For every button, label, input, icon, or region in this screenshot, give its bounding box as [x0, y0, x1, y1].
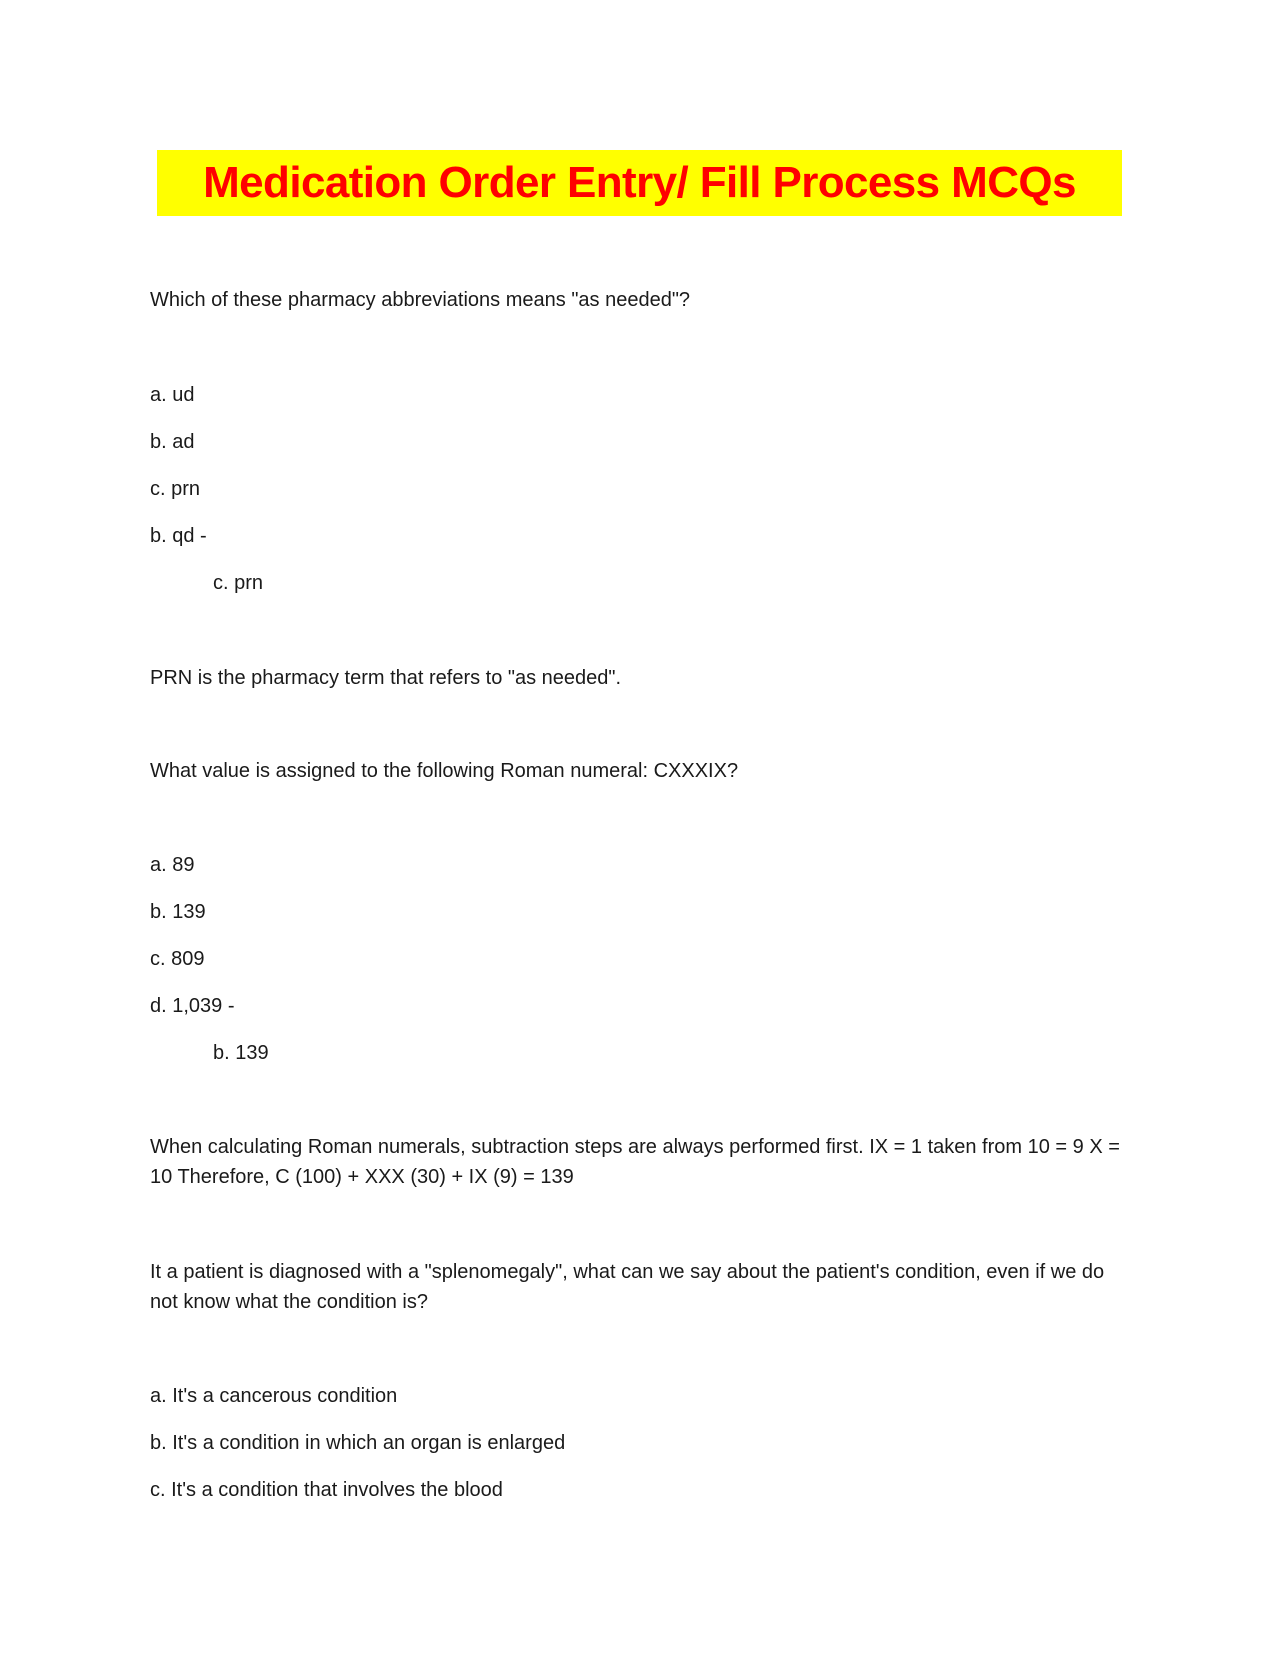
question-2-option-d: d. 1,039 - — [150, 995, 235, 1017]
question-2-option-b: b. 139 — [150, 901, 206, 923]
question-3-option-a: a. It's a cancerous condition — [150, 1385, 398, 1407]
question-1-explanation: PRN is the pharmacy term that refers to "as needed". — [150, 667, 622, 689]
question-2-option-c: c. 809 — [150, 948, 205, 970]
question-1-option-a: a. ud — [150, 384, 195, 406]
question-2-answer: b. 139 — [213, 1042, 269, 1064]
question-1-text: Which of these pharmacy abbreviations means "as needed"? — [150, 289, 691, 311]
question-2-option-a: a. 89 — [150, 854, 195, 876]
question-3-text: It a patient is diagnosed with a "splenomegaly", what can we say about the patient's condition, even if we do not know what the condition is? — [150, 1261, 1105, 1313]
question-1-option-b: b. ad — [150, 431, 195, 453]
question-3-option-b: b. It's a condition in which an organ is enlarged — [150, 1432, 566, 1454]
title-highlight — [157, 150, 1122, 216]
question-1-answer: c. prn — [213, 572, 264, 594]
question-2-text: What value is assigned to the following Roman numeral: CXXXIX? — [150, 760, 739, 782]
question-1-option-c: c. prn — [150, 478, 201, 500]
question-3-option-c: c. It's a condition that involves the blood — [150, 1479, 503, 1501]
question-1-option-d: b. qd - — [150, 525, 207, 547]
document-title: Medication Order Entry/ Fill Process MCQs — [203, 158, 1076, 207]
question-2-explanation: When calculating Roman numerals, subtraction steps are always performed first. IX = 1 taken from 10 = 9 X = 10 Therefore, C (100) + XXX (30) + IX (9) = 139 — [150, 1136, 1120, 1188]
